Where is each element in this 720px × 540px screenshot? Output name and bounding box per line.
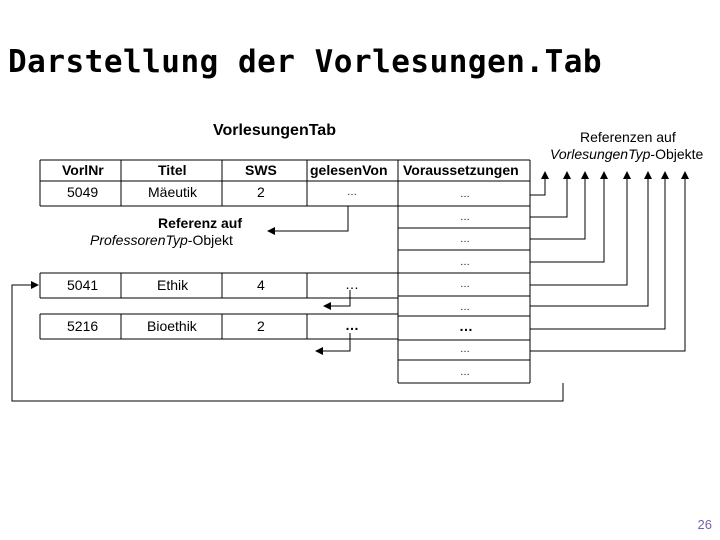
table-caption: VorlesungenTab [213, 122, 336, 139]
row3-vorlnr: 5216 [67, 318, 99, 334]
row1-vorlnr: 5049 [67, 184, 99, 200]
row3-sws: 2 [257, 318, 265, 334]
header-sws: SWS [245, 162, 277, 178]
header-vorlnr: VorlNr [62, 162, 104, 178]
ref-vorlesungen-type: VorlesungenTyp [550, 146, 651, 162]
header-titel: Titel [158, 162, 187, 178]
ref-professor-type: ProfessorenTyp [90, 232, 188, 248]
vorl-ref-arrow-1 [530, 172, 545, 195]
header-gelesenvon: gelesenVon [310, 162, 388, 178]
voraussetzung-cell-1: … [460, 189, 470, 200]
ref-vorlesungen-label-line1: Referenzen auf [580, 129, 676, 145]
voraussetzung-cell-6: … [460, 302, 470, 313]
row2-vorlnr: 5041 [67, 277, 99, 293]
vorl-ref-arrow-7 [530, 172, 665, 329]
voraussetzung-cell-3: … [460, 234, 470, 245]
voraussetzung-cell-4: … [460, 257, 470, 268]
row1-sws: 2 [257, 184, 265, 200]
voraussetzung-cell-7: … [459, 318, 473, 334]
page-number: 26 [697, 517, 712, 532]
row2-sws: 4 [257, 277, 265, 293]
vorl-ref-arrow-3 [530, 172, 585, 239]
voraussetzung-cell-9: … [460, 367, 470, 378]
prof-ref-arrow-row3 [316, 333, 350, 351]
ref-professor-label-line1: Referenz auf [158, 215, 243, 231]
ref-professor-suffix: -Objekt [187, 232, 233, 248]
header-voraussetzungen: Voraussetzungen [403, 162, 519, 178]
prof-ref-arrow-row1 [268, 206, 348, 231]
row2-gelesenvon: … [345, 276, 359, 292]
slide-title: Darstellung der Vorlesungen.Tab [8, 44, 603, 80]
row3-gelesenvon: … [345, 317, 359, 333]
row3-titel: Bioethik [147, 318, 197, 334]
voraussetzung-cell-5: … [460, 279, 470, 290]
row1-titel: Mäeutik [148, 184, 198, 200]
ref-vorlesungen-suffix: -Objekte [650, 146, 704, 162]
row2-titel: Ethik [157, 277, 189, 293]
voraussetzung-cell-8: … [460, 344, 470, 355]
row1-gelesenvon: … [347, 187, 357, 198]
voraussetzung-cell-2: … [460, 212, 470, 223]
self-ref-arrow-5041 [12, 285, 563, 401]
